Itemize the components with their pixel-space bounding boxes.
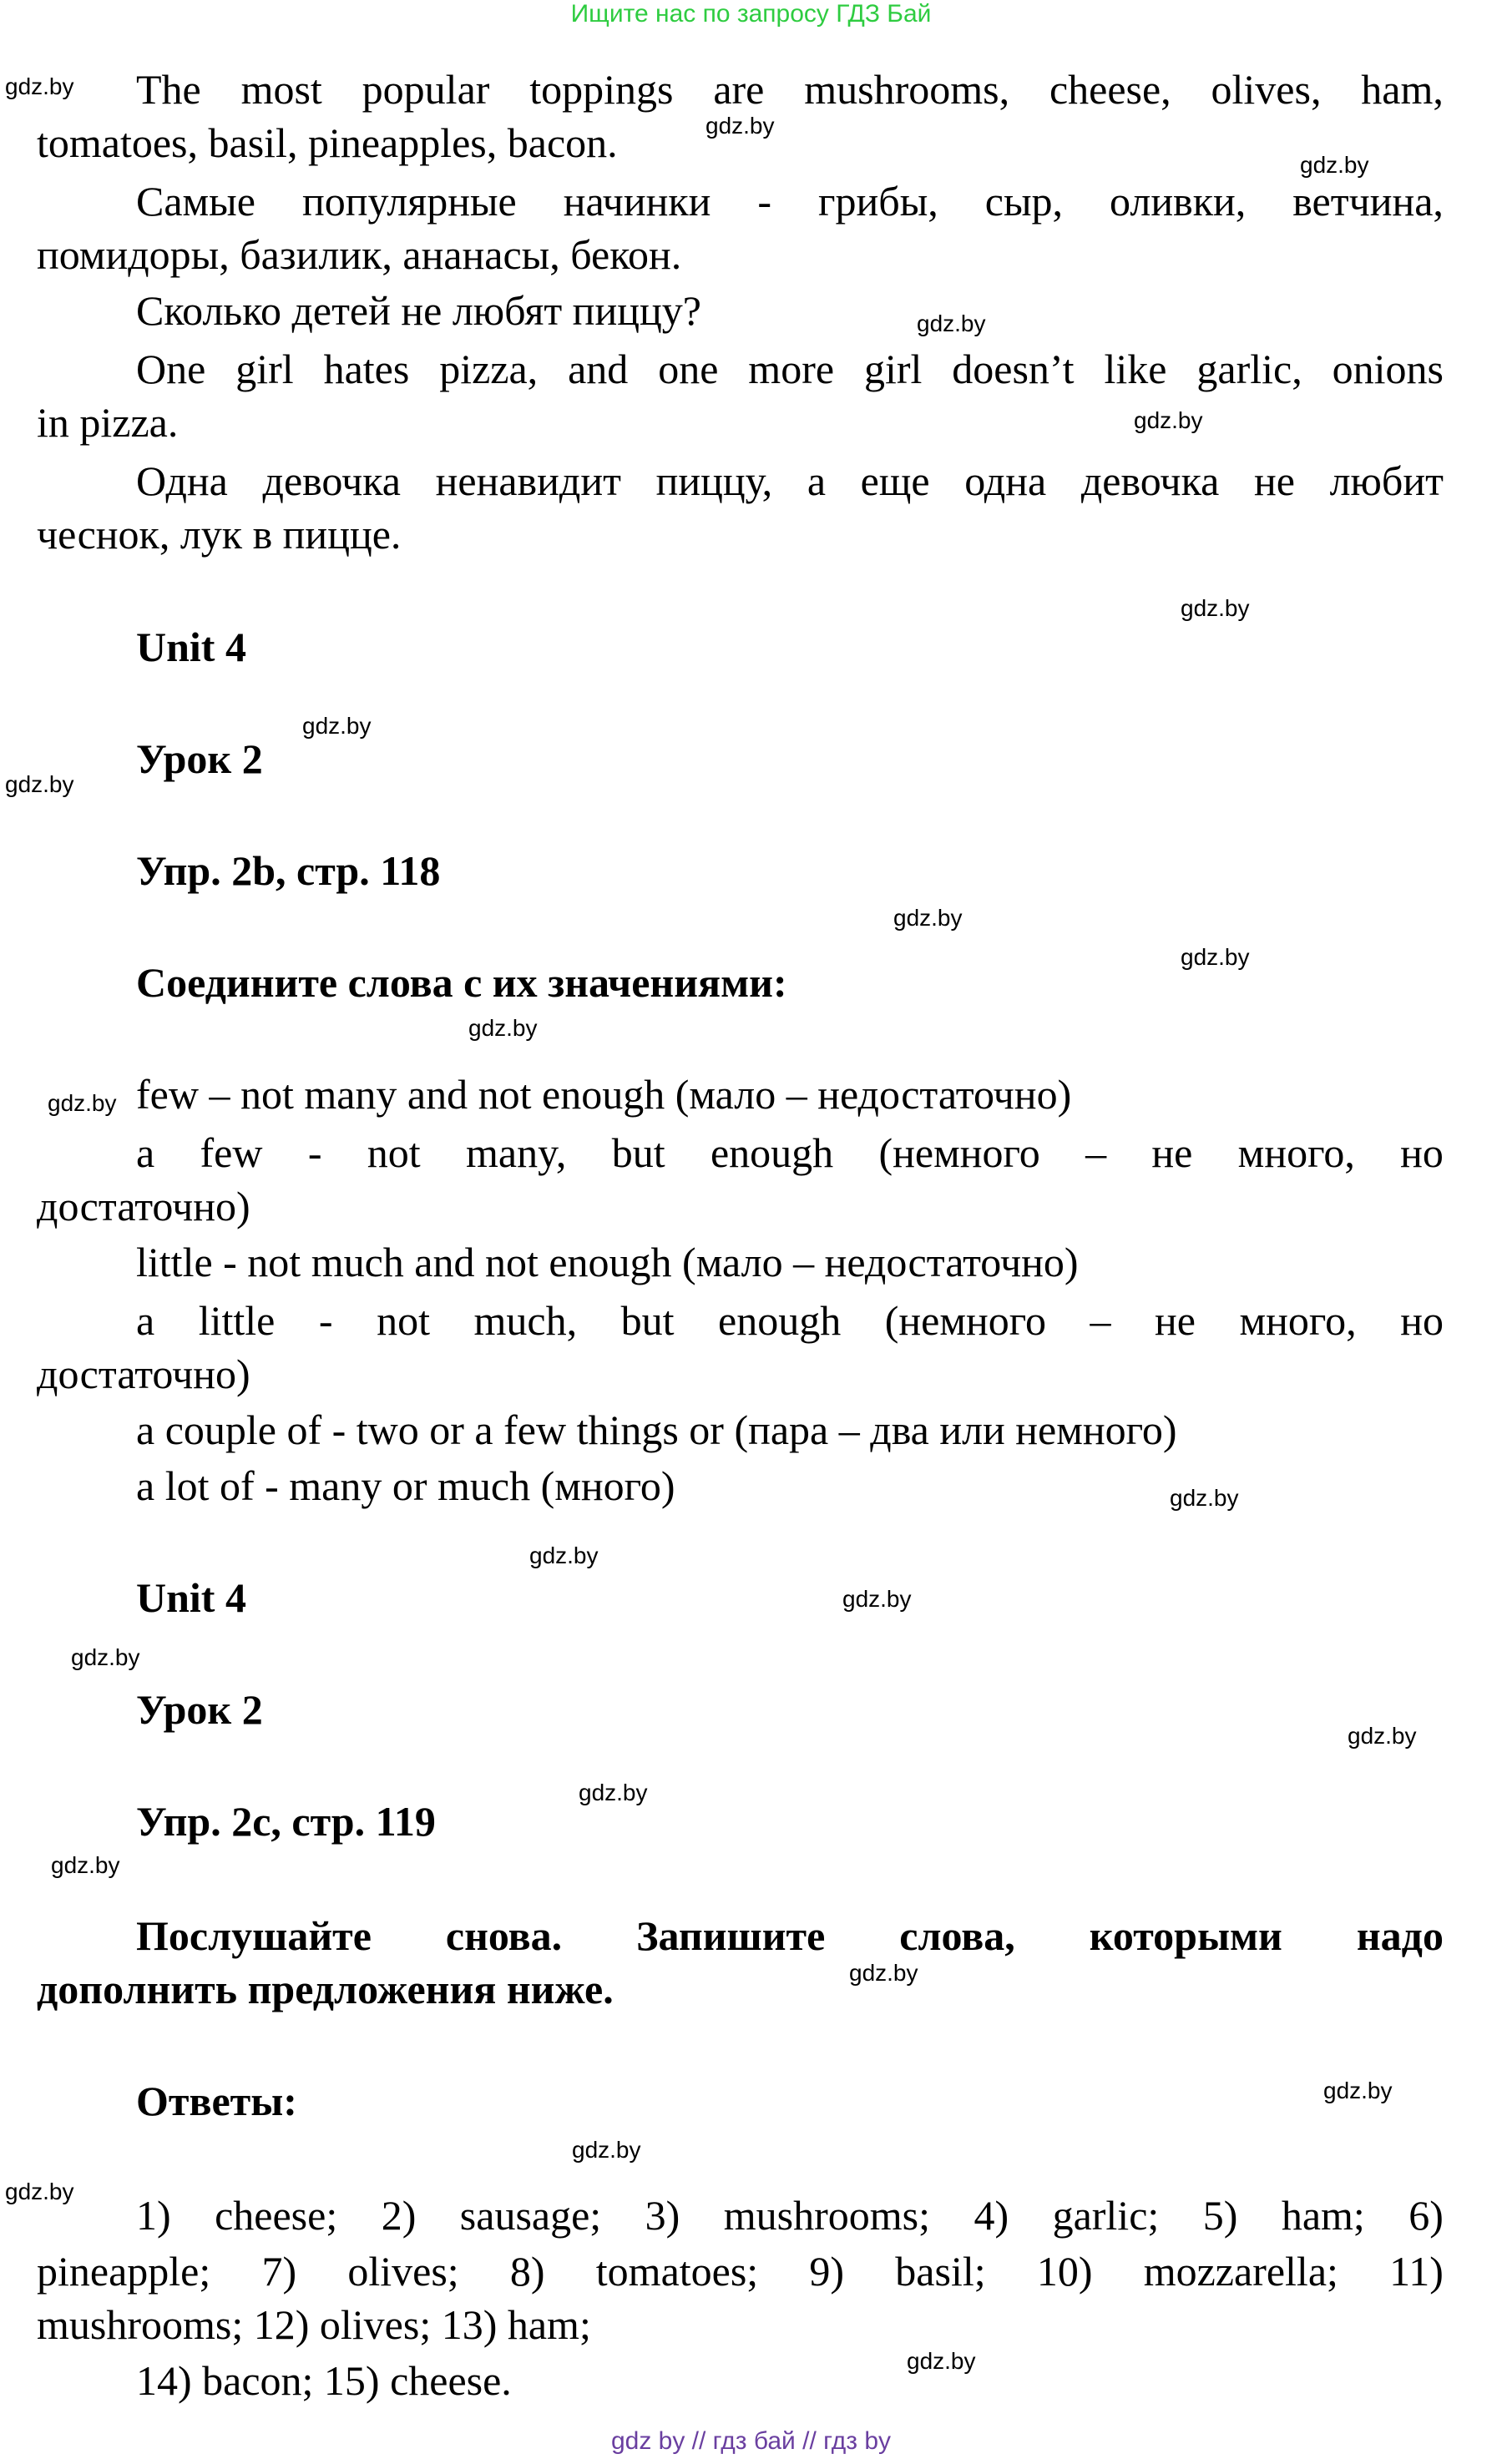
watermark: gdz.by [893,905,963,931]
watermark: gdz.by [705,113,775,139]
watermark: gdz.by [917,311,986,336]
definition-a-couple-of: a couple of - two or a few things or (пара – два или немного) [136,1406,1177,1453]
watermark: gdz.by [529,1543,599,1568]
intro-p1-line1: The most popular toppings are mushrooms, cheese, olives, ham, [136,66,1444,113]
section2-exercise-heading: Упр. 2c, стр. 119 [136,1798,436,1845]
intro-p2-line1: Самые популярные начинки - грибы, сыр, оливки, ветчина, [136,178,1444,225]
section1-exercise-heading: Упр. 2b, стр. 118 [136,847,441,894]
watermark: gdz.by [302,713,372,739]
watermark: gdz.by [842,1586,912,1612]
definition-little: little - not much and not enough (мало – недостаточно) [136,1239,1079,1285]
section1-task: Соедините слова с их значениями: [136,959,787,1006]
intro-p1-line2: tomatoes, basil, pineapples, bacon. [37,119,618,166]
answers-line2: pineapple; 7) olives; 8) tomatoes; 9) basil; 10) mozzarella; 11) [37,2248,1444,2295]
answers-line4: 14) bacon; 15) cheese. [136,2357,512,2404]
definition-a-few-line1: a few - not many, but enough (немного – не много, но [136,1129,1444,1176]
watermark: gdz.by [468,1015,538,1041]
watermark: gdz.by [5,73,74,99]
section1-lesson-heading: Урок 2 [136,735,263,782]
watermark: gdz.by [51,1852,120,1878]
watermark: gdz.by [5,771,74,797]
section2-task-line1: Послушайте снова. Запишите слова, которыми надо [136,1912,1444,1959]
watermark: gdz.by [579,1780,648,1805]
intro-p3: Сколько детей не любят пиццу? [136,287,701,334]
watermark: gdz.by [1181,944,1250,970]
watermark: gdz.by [572,2137,641,2163]
definition-a-little-line1: a little - not much, but enough (немного – не много, но [136,1297,1444,1344]
definition-a-little-line2: достаточно) [37,1351,250,1397]
section1-unit-heading: Unit 4 [136,624,246,670]
section2-unit-heading: Unit 4 [136,1574,246,1621]
watermark: gdz.by [48,1090,117,1116]
intro-p4-line1: One girl hates pizza, and one more girl doesn’t like garlic, onions [136,346,1444,392]
watermark: gdz.by [907,2348,976,2374]
watermark: gdz.by [849,1960,918,1986]
search-banner[interactable]: Ищите нас по запросу ГДЗ Бай [570,0,932,28]
definition-a-lot-of: a lot of - many or much (много) [136,1462,675,1509]
answers-line1: 1) cheese; 2) sausage; 3) mushrooms; 4) garlic; 5) ham; 6) [136,2192,1444,2239]
definition-few: few – not many and not enough (мало – недостаточно) [136,1071,1072,1118]
answers-label: Ответы: [136,2078,297,2124]
intro-p5-line2: чеснок, лук в пицце. [37,511,402,558]
section2-lesson-heading: Урок 2 [136,1686,263,1733]
watermark: gdz.by [1323,2078,1393,2103]
intro-p4-line2: in pizza. [37,399,179,446]
watermark: gdz.by [1181,595,1250,621]
section2-task-line2: дополнить предложения ниже. [37,1966,614,2012]
watermark: gdz.by [71,1644,140,1670]
intro-p5-line1: Одна девочка ненавидит пиццу, а еще одна девочка не любит [136,457,1444,504]
watermark: gdz.by [5,2179,74,2204]
watermark: gdz.by [1170,1485,1239,1511]
watermark: gdz.by [1348,1723,1417,1749]
definition-a-few-line2: достаточно) [37,1183,250,1229]
watermark: gdz.by [1134,407,1203,433]
answers-line3: mushrooms; 12) olives; 13) ham; [37,2301,591,2348]
footer-links[interactable]: gdz by // гдз бай // гдз by [610,2427,892,2455]
watermark: gdz.by [1300,152,1369,178]
intro-p2-line2: помидоры, базилик, ананасы, бекон. [37,231,682,278]
